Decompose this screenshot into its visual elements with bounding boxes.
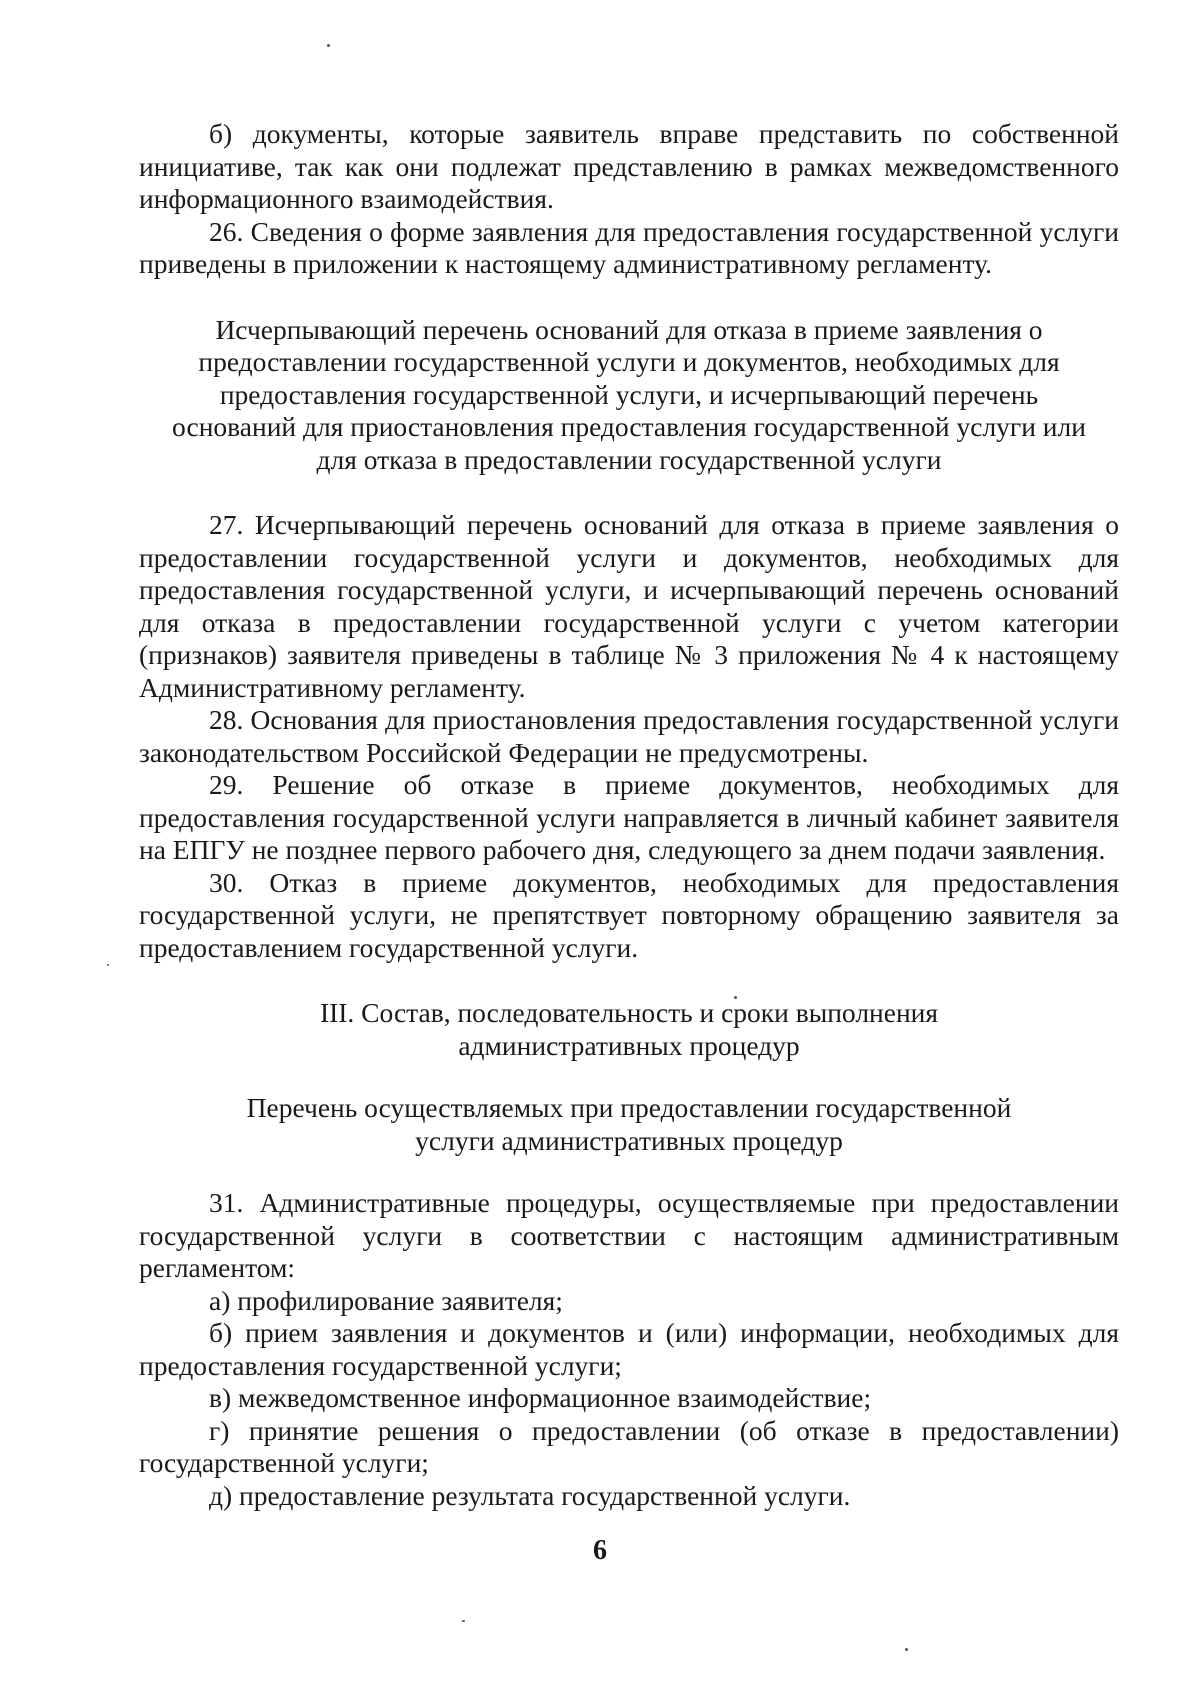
heading-refusal-grounds: Исчерпывающий перечень оснований для отказа в приеме заявления о предоставлении государственной услуги и документов, необходимых для предоставления государственной услуги, и исчерпывающий перечень оснований для приостановления предоставления государственной услуги или для отказа в предоставлении государственной услуги xyxy=(172,313,1086,475)
paragraph-26: 26. Сведения о форме заявления для предоставления государственной услуги приведены в приложении к настоящему административному регламенту. xyxy=(139,215,1119,279)
list-item: в) межведомственное информационное взаимодействие; xyxy=(209,1382,872,1413)
paragraph-30: 30. Отказ в приеме документов, необходимых для предоставления государственной услуги, не препятствует повторному обращению заявителя за предоставлением государственной услуги. xyxy=(139,866,1119,963)
paragraph-29: 29. Решение об отказе в приеме документов, необходимых для предоставления государственной услуги направляется в личный кабинет заявителя на ЕПГУ не позднее первого рабочего дня, следующего за днем подачи заявления. xyxy=(139,769,1119,865)
subsection-title: Перечень осуществляемых при предоставлении государственной услуги административных процедур xyxy=(246,1092,1012,1156)
paragraph-b-documents: б) документы, которые заявитель вправе представить по собственной инициативе, так как они подлежат представлению в рамках межведомственного информационного взаимодействия. xyxy=(139,118,1119,214)
paragraph-31: 31. Административные процедуры, осуществляемые при предоставлении государственной услуги в соответствии с настоящим административным регламентом: xyxy=(139,1187,1119,1283)
list-item: б) прием заявления и документов и (или) информации, необходимых для предоставления государственной услуги; xyxy=(139,1317,1119,1381)
scan-speck xyxy=(107,964,109,966)
page-number: 6 xyxy=(593,1535,607,1566)
scan-speck xyxy=(462,1620,465,1622)
paragraph-28: 28. Основания для приостановления предоставления государственной услуги законодательством Российской Федерации не предусмотрены. xyxy=(139,704,1119,768)
scan-speck xyxy=(327,44,330,47)
paragraph-27: 27. Исчерпывающий перечень оснований для отказа в приеме заявления о предоставлении государственной услуги и документов, необходимых для предоставления государственной услуги, и исчерпывающий перечень оснований для отказа в предоставлении государственной услуги с учетом категории (признаков) заявителя приведены в таблице № 3 приложения № 4 к настоящему Административному регламенту. xyxy=(139,509,1119,703)
list-item: г) принятие решения о предоставлении (об отказе в предоставлении) государственной услуги; xyxy=(139,1414,1119,1478)
document-body xyxy=(139,118,1119,1512)
scan-speck xyxy=(905,1648,908,1651)
list-item: д) предоставление результата государственной услуги. xyxy=(209,1479,851,1511)
list-item: а) профилирование заявителя; xyxy=(209,1284,563,1316)
section-title: III. Состав, последовательность и сроки выполнения административных процедур xyxy=(319,997,939,1061)
